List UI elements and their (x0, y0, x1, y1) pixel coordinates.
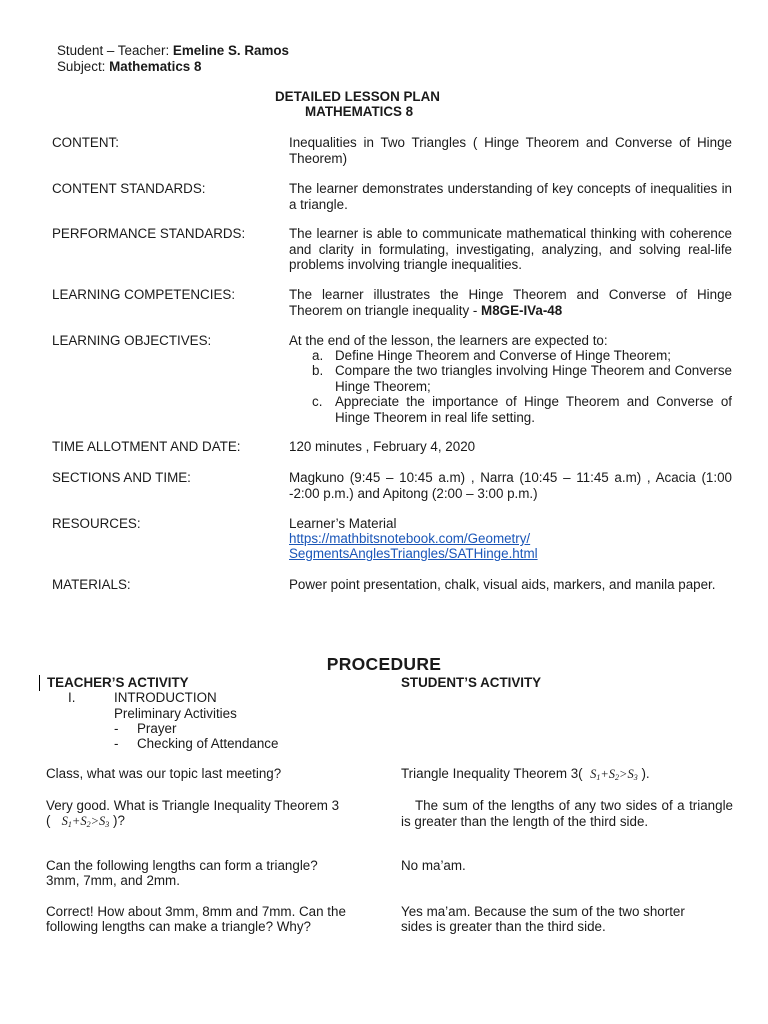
student-teacher-label: Student – Teacher: (57, 43, 173, 58)
teacher-activity-heading: TEACHER’S ACTIVITY (47, 675, 189, 690)
objective-marker: a. (312, 348, 324, 363)
document-title: DETAILED LESSON PLAN (275, 89, 440, 104)
performance-standards-value: The learner is able to communicate mathematical thinking with coherence and clarity in formulating, investigating, analyzing, and solving real-life problems involving triangle inequalities. (289, 226, 732, 272)
objective-item (312, 394, 732, 425)
objective-text: Define Hinge Theorem and Converse of Hinge Theorem; (335, 348, 671, 363)
teacher-line: Very good. What is Triangle Inequality Theorem 3 (46, 798, 340, 813)
teacher-line: following lengths can make a triangle? Why? (46, 919, 311, 934)
competency-code: M8GE-IVa-48 (481, 302, 563, 318)
content-standards-value: The learner demonstrates understanding of key concepts of inequalities in a triangle. (289, 181, 732, 212)
objective-item (312, 363, 732, 394)
time-allotment-label: TIME ALLOTMENT AND DATE: (52, 439, 241, 454)
materials-value: Power point presentation, chalk, visual aids, markers, and manila paper. (289, 577, 716, 592)
student-teacher-line (57, 43, 289, 58)
materials-label: MATERIALS: (52, 577, 131, 592)
student-line (401, 766, 650, 785)
objective-item (312, 348, 732, 363)
sections-time-label: SECTIONS AND TIME: (52, 470, 191, 485)
student-line: No ma’am. (401, 858, 466, 873)
time-allotment-value: 120 minutes , February 4, 2020 (289, 439, 476, 454)
resources-value: Learner’s Material (289, 516, 397, 531)
text-cursor (39, 675, 40, 691)
formula: $S_1+S_2>S_3$ (590, 767, 638, 782)
performance-standards-label: PERFORMANCE STANDARDS: (52, 226, 246, 241)
bullet-marker: - (114, 721, 119, 736)
teacher-line: ( $S_1+S_2>S_3$ )? (46, 813, 125, 829)
content-value: Inequalities in Two Triangles ( Hinge Theorem and Converse of Hinge Theorem) (289, 135, 732, 166)
resource-link[interactable]: SegmentsAnglesTriangles/SATHinge.html (289, 546, 538, 561)
learning-objectives-intro: At the end of the lesson, the learners are expected to: (289, 333, 608, 348)
student-teacher-name: Emeline S. Ramos (172, 43, 289, 58)
procedure-title: PROCEDURE (326, 654, 442, 674)
learning-competencies-value (289, 287, 732, 318)
learning-competencies-label: LEARNING COMPETENCIES: (52, 287, 236, 302)
subject-line (57, 59, 201, 74)
student-text: ). (641, 766, 650, 781)
student-activity-heading: STUDENT’S ACTIVITY (401, 675, 542, 690)
preliminary-activities: Preliminary Activities (114, 706, 237, 721)
resources-label: RESOURCES: (52, 516, 141, 531)
objective-text: Appreciate the importance of Hinge Theorem and Converse of Hinge Theorem in real life setting. (335, 394, 732, 425)
content-label: CONTENT: (52, 135, 119, 150)
resource-link-line2[interactable] (289, 546, 538, 561)
subject-value: Mathematics 8 (109, 59, 202, 74)
content-standards-label: CONTENT STANDARDS: (52, 181, 206, 196)
objective-text: Compare the two triangles involving Hinge Theorem and Converse Hinge Theorem; (335, 363, 732, 394)
subject-label: Subject: (57, 59, 110, 74)
bullet-text: Prayer (137, 721, 177, 736)
resource-link-line1[interactable] (289, 531, 530, 546)
student-text: Triangle Inequality Theorem 3( (401, 766, 583, 781)
bullet-marker: - (114, 736, 119, 751)
learning-objectives-label: LEARNING OBJECTIVES: (52, 333, 212, 348)
student-line: The sum of the lengths of any two sides of a triangle is greater than the length of the third side. (401, 798, 733, 829)
teacher-line: Class, what was our topic last meeting? (46, 766, 282, 781)
teacher-line: 3mm, 7mm, and 2mm. (46, 873, 180, 888)
teacher-line: Correct! How about 3mm, 8mm and 7mm. Can the (46, 904, 346, 919)
objective-marker: c. (312, 394, 323, 409)
formula: $S_1+S_2>S_3$ (61, 814, 110, 829)
teacher-line: Can the following lengths can form a triangle? (46, 858, 318, 873)
document-subtitle: MATHEMATICS 8 (305, 104, 414, 119)
learning-competencies-text: The learner illustrates the Hinge Theorem and Converse of Hinge Theorem on triangle inequality - (289, 287, 732, 318)
student-line: sides is greater than the third side. (401, 919, 606, 934)
sections-time-value: Magkuno (9:45 – 10:45 a.m) , Narra (10:45 – 11:45 a.m) , Acacia (1:00 -2:00 p.m.) and Apitong (2:00 – 3:00 p.m.) (289, 470, 732, 501)
intro-number: I. (68, 690, 76, 705)
objective-marker: b. (312, 363, 324, 378)
student-line: Yes ma’am. Because the sum of the two shorter (401, 904, 685, 919)
bullet-text: Checking of Attendance (137, 736, 279, 751)
resource-link[interactable]: https://mathbitsnotebook.com/Geometry/ (289, 531, 531, 546)
intro-title: INTRODUCTION (114, 690, 217, 705)
